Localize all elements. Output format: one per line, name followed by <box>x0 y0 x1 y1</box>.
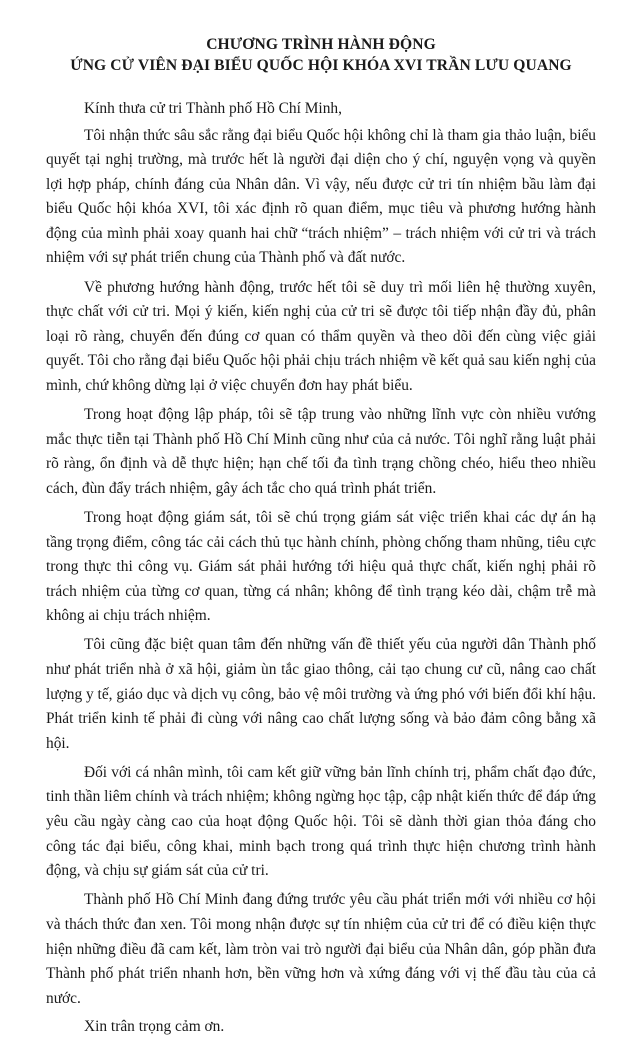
document-title-line-2: ỨNG CỬ VIÊN ĐẠI BIỂU QUỐC HỘI KHÓA XVI TRẦN LƯU QUANG <box>70 57 572 74</box>
paragraph-4: Trong hoạt động giám sát, tôi sẽ chú trọng giám sát việc triển khai các dự án hạ tầng trọng điểm, công tác cải cách thủ tục hành chính, phòng chống tham nhũng, tiêu cực trong thực thi công vụ. Giám sát phải hướng tới hiệu quả thực chất, kiến nghị phải rõ trách nhiệm của từng cơ quan, từng cá nhân; không để tình trạng kéo dài, chậm trễ mà không ai chịu trách nhiệm. <box>46 508 596 625</box>
paragraph-1: Tôi nhận thức sâu sắc rằng đại biểu Quốc hội không chỉ là tham gia thảo luận, biểu quyết tại nghị trường, mà trước hết là người đại diện cho ý chí, nguyện vọng và quyền lợi hợp pháp, chính đáng của Nhân dân. Vì vậy, nếu được cử tri tín nhiệm bầu làm đại biểu Quốc hội khóa XVI, tôi xác định rõ quan điểm, mục tiêu và phương hướng hành động của mình phải xoay quanh hai chữ “trách nhiệm” – trách nhiệm với cử tri và trách nhiệm với sự phát triển chung của Thành phố và đất nước. <box>46 126 596 267</box>
paragraph-3: Trong hoạt động lập pháp, tôi sẽ tập trung vào những lĩnh vực còn nhiều vướng mắc thực tiễn tại Thành phố Hồ Chí Minh cũng như của cả nước. Tôi nghĩ rằng luật phải rõ ràng, ổn định và dễ thực hiện; hạn chế tối đa tình trạng chồng chéo, hiểu theo nhiều cách, đùn đẩy trách nhiệm, gây ách tắc cho quá trình phát triển. <box>46 406 596 497</box>
paragraph-5: Tôi cũng đặc biệt quan tâm đến những vấn đề thiết yếu của người dân Thành phố như phát triển nhà ở xã hội, giảm ùn tắc giao thông, cải tạo chung cư cũ, nâng cao chất lượng y tế, giáo dục và dịch vụ công, bảo vệ môi trường và ứng phó với biến đổi khí hậu. Phát triển kinh tế phải đi cùng với nâng cao chất lượng sống và bảo đảm công bằng xã hội. <box>46 636 596 752</box>
closing-line: Xin trân trọng cảm ơn. <box>84 1017 225 1035</box>
greeting: Kính thưa cử tri Thành phố Hồ Chí Minh, <box>84 100 342 117</box>
paragraph-2: Về phương hướng hành động, trước hết tôi sẽ duy trì mối liên hệ thường xuyên, thực chất với cử tri. Mọi ý kiến, kiến nghị của cử tri sẽ được tôi tiếp nhận đầy đủ, phân loại rõ ràng, chuyển đến đúng cơ quan có thẩm quyền và theo dõi đến cùng việc giải quyết. Tôi cho rằng đại biểu Quốc hội phải chịu trách nhiệm về kết quả sau kiến nghị của mình, chứ không dừng lại ở việc chuyển đơn hay phát biểu. <box>46 278 596 394</box>
document-title-line-1: CHƯƠNG TRÌNH HÀNH ĐỘNG <box>206 36 436 53</box>
paragraph-6: Đối với cá nhân mình, tôi cam kết giữ vững bản lĩnh chính trị, phẩm chất đạo đức, tinh thần liêm chính và trách nhiệm; không ngừng học tập, cập nhật kiến thức để đáp ứng yêu cầu ngày càng cao của hoạt động Quốc hội. Tôi sẽ dành thời gian thỏa đáng cho công tác đại biểu, công khai, minh bạch trong quá trình thực hiện chương trình hành động, và chịu sự giám sát của cử tri. <box>46 763 596 880</box>
paragraph-7: Thành phố Hồ Chí Minh đang đứng trước yêu cầu phát triển mới với nhiều cơ hội và thách thức đan xen. Tôi mong nhận được sự tín nhiệm của cử tri để có điều kiện thực hiện những điều đã cam kết, làm tròn vai trò người đại biểu của Nhân dân, góp phần đưa Thành phố phát triển nhanh hơn, bền vững hơn và xứng đáng với vị thế đầu tàu của cả nước. <box>46 891 596 1007</box>
